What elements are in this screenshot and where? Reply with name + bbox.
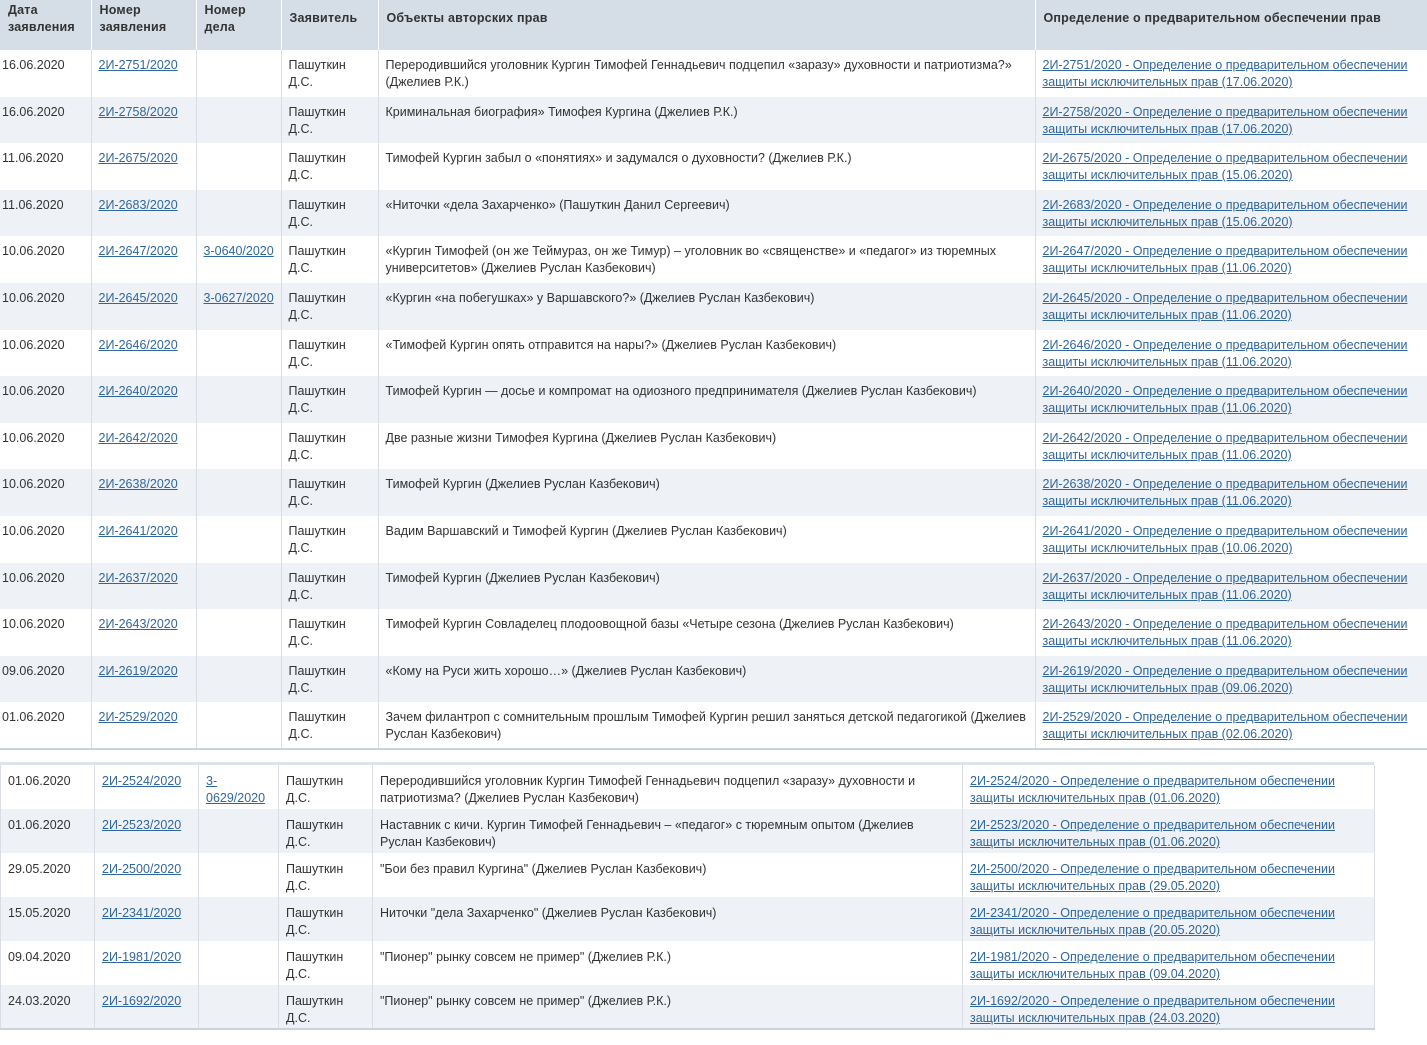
cell-date: 01.06.2020 [0, 702, 91, 749]
cell-object: Тимофей Кургин — досье и компромат на одиозного предпринимателя (Джелиев Руслан Казбекович) [378, 376, 1035, 423]
cell-number [91, 97, 196, 144]
cell-ruling [1035, 656, 1427, 703]
cell-ruling [1035, 516, 1427, 563]
table-row [0, 190, 1427, 237]
cell-ruling [1035, 609, 1427, 656]
cell-number [91, 702, 196, 749]
cell-case [196, 236, 281, 283]
cell-date: 10.06.2020 [0, 423, 91, 470]
ruling-link[interactable]: 2И-2524/2020 - Определение о предварительном обеспечении защиты исключительных прав (01.06.2020) [970, 774, 1335, 805]
cell-date: 11.06.2020 [0, 190, 91, 237]
cell-case [196, 656, 281, 703]
application-number-link[interactable]: 2И-2341/2020 [102, 906, 182, 920]
ruling-link[interactable]: 2И-2683/2020 - Определение о предварительном обеспечении защиты исключительных прав (15.06.2020) [1042, 197, 1408, 229]
cell-ruling [1035, 423, 1427, 470]
cell-object: Тимофей Кургин Совладелец плодоовощной базы «Четыре сезона (Джелиев Руслан Казбекович) [378, 609, 1035, 656]
ruling-link[interactable]: 2И-2675/2020 - Определение о предварительном обеспечении защиты исключительных прав (15.06.2020) [1042, 151, 1408, 183]
cell-number [95, 897, 199, 941]
application-number-link[interactable]: 2И-2751/2020 [98, 58, 178, 72]
cell-object: Две разные жизни Тимофея Кургина (Джелиев Руслан Казбекович) [378, 423, 1035, 470]
cell-case [196, 702, 281, 749]
cell-case [199, 809, 279, 853]
cell-applicant: Пашуткин Д.С. [281, 563, 378, 610]
cell-object: Переродившийся уголовник Кургин Тимофей Геннадьевич подцепил «заразу» духовности и патриотизма? (Джелиев Руслан Казбекович) [373, 765, 963, 809]
cell-number [91, 656, 196, 703]
cell-case [199, 765, 279, 809]
cell-case [196, 50, 281, 97]
cell-number [91, 283, 196, 330]
application-number-link[interactable]: 2И-2683/2020 [98, 197, 178, 212]
application-number-link[interactable]: 2И-2642/2020 [98, 430, 178, 445]
application-number-link[interactable]: 2И-2641/2020 [98, 523, 178, 538]
cell-object: Вадим Варшавский и Тимофей Кургин (Джелиев Руслан Казбекович) [378, 516, 1035, 563]
header-date: Дата заявления [0, 0, 91, 50]
cell-number [95, 985, 199, 1029]
cell-object: "Бои без правил Кургина" (Джелиев Руслан Казбекович) [373, 853, 963, 897]
cell-ruling [963, 985, 1375, 1029]
cell-applicant: Пашуткин Д.С. [279, 985, 373, 1029]
cell-number [91, 50, 196, 97]
table-row [0, 283, 1427, 330]
cell-date: 10.06.2020 [0, 563, 91, 610]
cell-case [196, 97, 281, 144]
cell-ruling [1035, 330, 1427, 377]
ruling-link[interactable]: 2И-2758/2020 - Определение о предварительном обеспечении защиты исключительных прав (17.06.2020) [1042, 104, 1408, 136]
cell-date: 24.03.2020 [1, 985, 95, 1029]
cell-applicant: Пашуткин Д.С. [281, 516, 378, 563]
cell-applicant: Пашуткин Д.С. [279, 853, 373, 897]
cell-date: 10.06.2020 [0, 283, 91, 330]
ruling-link[interactable]: 2И-1981/2020 - Определение о предварительном обеспечении защиты исключительных прав (09.04.2020) [970, 950, 1335, 981]
cell-object: Тимофей Кургин (Джелиев Руслан Казбекович) [378, 563, 1035, 610]
case-number-link[interactable]: 3-0629/2020 [206, 774, 266, 805]
cell-case [199, 897, 279, 941]
table-row [0, 423, 1427, 470]
cell-object: Тимофей Кургин (Джелиев Руслан Казбекович) [378, 469, 1035, 516]
cell-case [196, 190, 281, 237]
cell-applicant: Пашуткин Д.С. [281, 469, 378, 516]
table-divider [0, 748, 1427, 750]
applications-table-secondary [0, 765, 1375, 1030]
cell-case [196, 423, 281, 470]
table-row [0, 516, 1427, 563]
table-row [0, 702, 1427, 749]
application-number-link[interactable]: 2И-2647/2020 [98, 244, 178, 259]
cell-number [91, 376, 196, 423]
application-number-link[interactable]: 2И-2637/2020 [98, 570, 178, 585]
cell-date: 01.06.2020 [1, 809, 95, 853]
cell-case [196, 143, 281, 190]
cell-applicant: Пашуткин Д.С. [279, 765, 373, 809]
ruling-link[interactable]: 2И-2643/2020 - Определение о предварительном обеспечении защиты исключительных прав (11.06.2020) [1042, 617, 1408, 649]
cell-date: 15.05.2020 [1, 897, 95, 941]
cell-applicant: Пашуткин Д.С. [279, 809, 373, 853]
cell-case [196, 609, 281, 656]
header-application-number: Номер заявления [91, 0, 196, 50]
header-ruling: Определение о предварительном обеспечении прав [1035, 0, 1427, 50]
cell-applicant: Пашуткин Д.С. [281, 702, 378, 749]
application-number-link[interactable]: 2И-1692/2020 [102, 994, 182, 1008]
ruling-link[interactable]: 2И-2523/2020 - Определение о предварительном обеспечении защиты исключительных прав (01.06.2020) [970, 818, 1335, 849]
cell-applicant: Пашуткин Д.С. [281, 143, 378, 190]
cell-case [196, 330, 281, 377]
cell-case [196, 469, 281, 516]
application-number-link[interactable]: 2И-2529/2020 [98, 710, 178, 725]
application-number-link[interactable]: 2И-2524/2020 [102, 774, 182, 788]
application-number-link[interactable]: 2И-2523/2020 [102, 818, 182, 832]
table-row [0, 656, 1427, 703]
cell-ruling [963, 809, 1375, 853]
cell-applicant: Пашуткин Д.С. [281, 656, 378, 703]
cell-case [196, 563, 281, 610]
case-number-link[interactable]: 3-0627/2020 [203, 290, 274, 305]
cell-object: "Пионер" рынку совсем не пример" (Джелиев Р.К.) [373, 941, 963, 985]
cell-ruling [1035, 190, 1427, 237]
cell-number [95, 809, 199, 853]
cell-applicant: Пашуткин Д.С. [279, 941, 373, 985]
cell-ruling [1035, 97, 1427, 144]
cell-number [91, 423, 196, 470]
cell-object: «Кому на Руси жить хорошо…» (Джелиев Руслан Казбекович) [378, 656, 1035, 703]
cell-applicant: Пашуткин Д.С. [281, 609, 378, 656]
ruling-link[interactable]: 2И-2646/2020 - Определение о предварительном обеспечении защиты исключительных прав (11.06.2020) [1042, 337, 1408, 369]
cell-date: 09.04.2020 [1, 941, 95, 985]
ruling-link[interactable]: 2И-2619/2020 - Определение о предварительном обеспечении защиты исключительных прав (09.06.2020) [1042, 663, 1408, 695]
table-row [1, 941, 1375, 985]
ruling-link[interactable]: 2И-2645/2020 - Определение о предварительном обеспечении защиты исключительных прав (11.06.2020) [1042, 290, 1408, 322]
application-number-link[interactable]: 2И-2646/2020 [98, 337, 178, 352]
cell-applicant: Пашуткин Д.С. [281, 97, 378, 144]
cell-date: 10.06.2020 [0, 236, 91, 283]
cell-ruling [963, 765, 1375, 809]
cell-date: 10.06.2020 [0, 376, 91, 423]
table-row [1, 985, 1375, 1029]
table-row [0, 97, 1427, 144]
cell-ruling [1035, 702, 1427, 749]
cell-number [91, 143, 196, 190]
cell-date: 10.06.2020 [0, 469, 91, 516]
cell-ruling [1035, 563, 1427, 610]
ruling-link[interactable]: 2И-2751/2020 - Определение о предварительном обеспечении защиты исключительных прав (17.06.2020) [1042, 58, 1408, 89]
cell-date: 10.06.2020 [0, 516, 91, 563]
cell-date: 10.06.2020 [0, 330, 91, 377]
table-row [1, 809, 1375, 853]
cell-ruling [1035, 283, 1427, 330]
cell-number [91, 609, 196, 656]
cell-date: 16.06.2020 [0, 97, 91, 144]
ruling-link[interactable]: 2И-2647/2020 - Определение о предварительном обеспечении защиты исключительных прав (11.06.2020) [1042, 244, 1408, 276]
cell-case [196, 376, 281, 423]
ruling-link[interactable]: 2И-2638/2020 - Определение о предварительном обеспечении защиты исключительных прав (11.06.2020) [1042, 477, 1408, 509]
table-row [0, 50, 1427, 97]
table-header-row [0, 0, 1427, 50]
table-row [0, 469, 1427, 516]
cell-object: «Кургин Тимофей (он же Теймураз, он же Тимур) – уголовник во «священстве» и «педагог» из тюремных университетов» (Джелиев Руслан Казбекович) [378, 236, 1035, 283]
cell-number [91, 563, 196, 610]
table-body-main [0, 50, 1427, 749]
cell-case [196, 283, 281, 330]
application-number-link[interactable]: 2И-2640/2020 [98, 384, 178, 399]
cell-ruling [1035, 143, 1427, 190]
cell-object: Ниточки "дела Захарченко" (Джелиев Руслан Казбекович) [373, 897, 963, 941]
cell-number [95, 765, 199, 809]
cell-case [199, 985, 279, 1029]
table-row [0, 236, 1427, 283]
header-applicant: Заявитель [281, 0, 378, 50]
cell-object: «Кургин «на побегушках» у Варшавского?» (Джелиев Руслан Казбекович) [378, 283, 1035, 330]
application-number-link[interactable]: 2И-2758/2020 [98, 104, 178, 119]
ruling-link[interactable]: 2И-2641/2020 - Определение о предварительном обеспечении защиты исключительных прав (10.06.2020) [1042, 523, 1408, 555]
cell-number [91, 469, 196, 516]
application-number-link[interactable]: 2И-2675/2020 [98, 151, 178, 166]
cell-applicant: Пашуткин Д.С. [281, 236, 378, 283]
ruling-link[interactable]: 2И-1692/2020 - Определение о предварительном обеспечении защиты исключительных прав (24.03.2020) [970, 994, 1335, 1025]
table-row [0, 330, 1427, 377]
cell-ruling [1035, 469, 1427, 516]
application-number-link[interactable]: 2И-1981/2020 [102, 950, 182, 964]
cell-object: Криминальная биография» Тимофея Кургина (Джелиев Р.К.) [378, 97, 1035, 144]
ruling-link[interactable]: 2И-2341/2020 - Определение о предварительном обеспечении защиты исключительных прав (20.05.2020) [970, 906, 1335, 937]
table-body-secondary [1, 765, 1375, 1029]
table-row [0, 563, 1427, 610]
cell-applicant: Пашуткин Д.С. [281, 423, 378, 470]
cell-object: Переродившийся уголовник Кургин Тимофей Геннадьевич подцепил «заразу» духовности и патриотизма?» (Джелиев Р.К.) [378, 50, 1035, 97]
cell-object: «Тимофей Кургин опять отправится на нары?» (Джелиев Руслан Казбекович) [378, 330, 1035, 377]
cell-date: 01.06.2020 [1, 765, 95, 809]
cell-date: 29.05.2020 [1, 853, 95, 897]
ruling-link[interactable]: 2И-2637/2020 - Определение о предварительном обеспечении защиты исключительных прав (11.06.2020) [1042, 570, 1408, 602]
cell-case [196, 516, 281, 563]
ruling-link[interactable]: 2И-2529/2020 - Определение о предварительном обеспечении защиты исключительных прав (02.06.2020) [1042, 710, 1408, 742]
cell-number [95, 853, 199, 897]
cell-ruling [1035, 376, 1427, 423]
cell-number [91, 330, 196, 377]
cell-number [91, 236, 196, 283]
cell-date: 09.06.2020 [0, 656, 91, 703]
cell-number [91, 516, 196, 563]
cell-date: 11.06.2020 [0, 143, 91, 190]
ruling-link[interactable]: 2И-2642/2020 - Определение о предварительном обеспечении защиты исключительных прав (11.06.2020) [1042, 430, 1408, 462]
cell-ruling [963, 853, 1375, 897]
cell-applicant: Пашуткин Д.С. [281, 376, 378, 423]
application-number-link[interactable]: 2И-2645/2020 [98, 290, 178, 305]
application-number-link[interactable]: 2И-2500/2020 [102, 862, 182, 876]
cell-ruling [963, 897, 1375, 941]
cell-date: 10.06.2020 [0, 609, 91, 656]
cell-applicant: Пашуткин Д.С. [281, 50, 378, 97]
application-number-link[interactable]: 2И-2643/2020 [98, 617, 178, 632]
ruling-link[interactable]: 2И-2500/2020 - Определение о предварительном обеспечении защиты исключительных прав (29.05.2020) [970, 862, 1335, 893]
table-row [0, 609, 1427, 656]
cell-case [199, 941, 279, 985]
cell-date: 16.06.2020 [0, 50, 91, 97]
cell-ruling [963, 941, 1375, 985]
table-row [0, 376, 1427, 423]
cell-applicant: Пашуткин Д.С. [279, 897, 373, 941]
cell-object: «Ниточки «дела Захарченко» (Пашуткин Данил Сергеевич) [378, 190, 1035, 237]
table-row [1, 765, 1375, 809]
cell-ruling [1035, 236, 1427, 283]
cell-applicant: Пашуткин Д.С. [281, 330, 378, 377]
cell-object: "Пионер" рынку совсем не пример" (Джелиев Р.К.) [373, 985, 963, 1029]
cell-applicant: Пашуткин Д.С. [281, 283, 378, 330]
cell-applicant: Пашуткин Д.С. [281, 190, 378, 237]
ruling-link[interactable]: 2И-2640/2020 - Определение о предварительном обеспечении защиты исключительных прав (11.06.2020) [1042, 384, 1408, 416]
table-row [1, 897, 1375, 941]
case-number-link[interactable]: 3-0640/2020 [203, 244, 274, 259]
cell-object: Тимофей Кургин забыл о «понятиях» и задумался о духовности? (Джелиев Р.К.) [378, 143, 1035, 190]
table-row [1, 853, 1375, 897]
cell-number [95, 941, 199, 985]
header-objects: Объекты авторских прав [378, 0, 1035, 50]
cell-object: Наставник с кичи. Кургин Тимофей Геннадьевич – «педагог» с тюремным опытом (Джелиев Руслан Казбекович) [373, 809, 963, 853]
header-case-number: Номер дела [196, 0, 281, 50]
cell-case [199, 853, 279, 897]
cell-number [91, 190, 196, 237]
cell-object: Зачем филантроп с сомнительным прошлым Тимофей Кургин решил заняться детской педагогикой (Джелиев Руслан Казбекович) [378, 702, 1035, 749]
application-number-link[interactable]: 2И-2638/2020 [98, 477, 178, 492]
cell-ruling [1035, 50, 1427, 97]
table-row [0, 143, 1427, 190]
application-number-link[interactable]: 2И-2619/2020 [98, 663, 178, 678]
